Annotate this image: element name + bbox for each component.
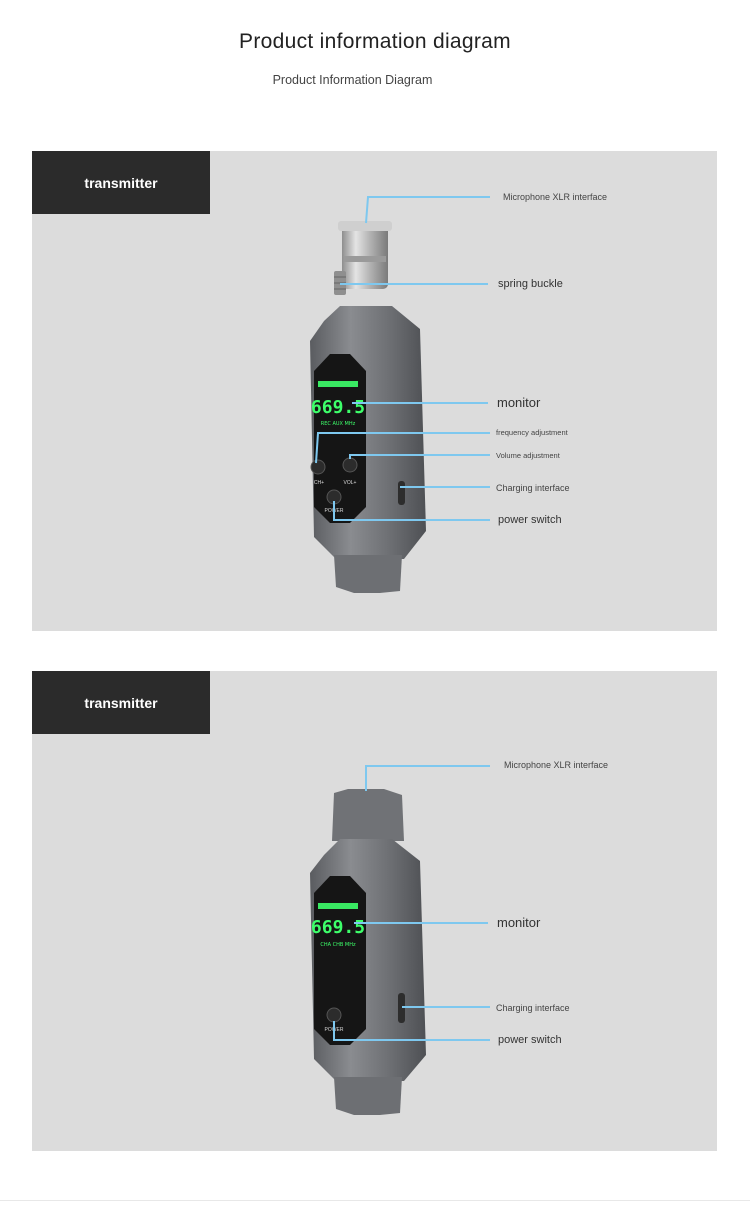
panel-tag: transmitter [32, 671, 210, 734]
label-volume-adjustment: Volume adjustment [496, 451, 560, 460]
label-xlr-interface: Microphone XLR interface [503, 192, 608, 202]
front-face-panel [314, 876, 366, 1045]
label-charging-interface: Charging interface [496, 483, 570, 493]
label-spring-buckle: spring buckle [498, 278, 563, 290]
page-subtitle: Product Information Diagram [272, 73, 433, 87]
power-button-label: POWER [324, 508, 344, 514]
power-button-label: POWER [324, 1027, 344, 1033]
label-monitor: monitor [497, 395, 541, 410]
xlr-connector [338, 221, 392, 289]
label-charging-interface: Charging interface [496, 1003, 570, 1013]
transmitter-panel-simple [32, 671, 717, 1151]
lcd-bottom-row: CHA CHB MHz [320, 942, 356, 948]
lcd-frequency: 669.5 [310, 397, 366, 418]
ch-button-label: CH+ [313, 480, 325, 486]
transmitter-device-illustration [32, 151, 717, 631]
vol-button[interactable] [343, 458, 357, 472]
panel-tag: transmitter [32, 151, 210, 214]
vol-button-label: VOL+ [343, 480, 357, 486]
page-divider [0, 1200, 750, 1201]
top-cap [332, 789, 404, 841]
power-button[interactable] [327, 1008, 341, 1022]
charging-port [398, 481, 405, 505]
lcd-bottom-row: REC AUX MHz [320, 421, 356, 427]
transmitter-device-illustration [32, 671, 717, 1151]
label-power-switch: power switch [498, 1034, 562, 1046]
ch-button[interactable] [311, 460, 325, 474]
lcd-frequency: 669.5 [310, 917, 366, 938]
label-frequency-adjustment: frequency adjustment [496, 428, 568, 437]
label-power-switch: power switch [498, 514, 562, 526]
label-monitor: monitor [497, 915, 541, 930]
label-xlr-interface: Microphone XLR interface [504, 760, 609, 770]
transmitter-panel-full [32, 151, 717, 631]
page-title: Product information diagram [239, 30, 511, 53]
